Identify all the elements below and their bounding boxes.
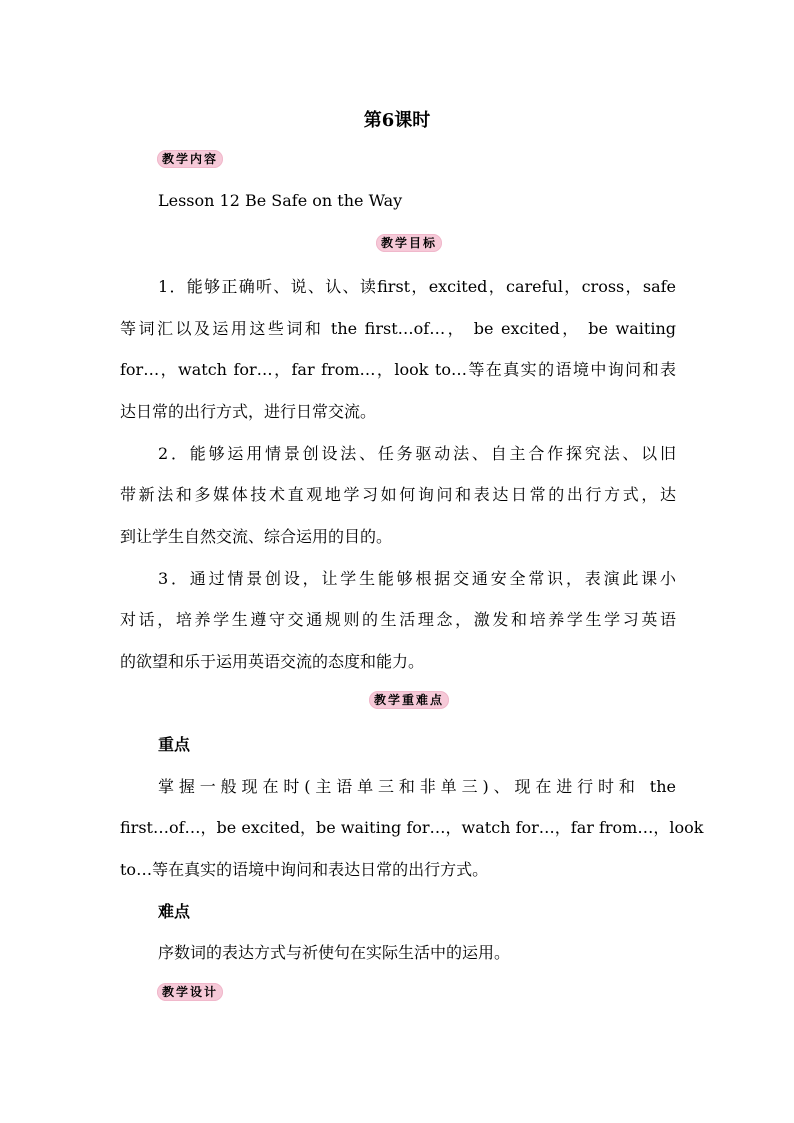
difficult-point-heading: 难点: [158, 902, 191, 921]
goal-2-line-1: 2．能够运用情景创设法、任务驱动法、自主合作探究法、以旧: [158, 444, 676, 463]
difficult-point-line: 序数词的表达方式与祈使句在实际生活中的运用。: [158, 943, 511, 962]
goal-3-line-2: 对话，培养学生遵守交通规则的生活理念，激发和培养学生学习英语: [120, 610, 676, 629]
key-point-line-1: 掌握一般现在时(主语单三和非单三)、现在进行时和 the: [158, 777, 676, 796]
goal-2-line-3: 到让学生自然交流、综合运用的目的。: [120, 527, 393, 546]
goal-1-line-3: for…，watch for…，far from…，look to…等在真实的语境中询问和表: [120, 360, 676, 379]
goal-1-line-1: 1．能够正确听、说、认、读first，excited，careful，cross，safe: [158, 277, 676, 296]
section-badge-design: 教学设计: [157, 983, 223, 1001]
section-badge-content: 教学内容: [157, 150, 223, 168]
goal-2-line-2: 带新法和多媒体技术直观地学习如何询问和表达日常的出行方式，达: [120, 485, 676, 504]
goal-1-line-2: 等词汇以及运用这些词和 the first…of…， be excited， be waiting: [120, 319, 676, 338]
key-point-line-2: first…of…，be excited，be waiting for…，watch for…，far from…，look: [120, 818, 704, 837]
key-point-line-3: to…等在真实的语境中询问和表达日常的出行方式。: [120, 860, 489, 879]
section-badge-goals: 教学目标: [376, 234, 442, 252]
section-badge-keypoints: 教学重难点: [369, 691, 449, 709]
lesson-title: Lesson 12 Be Safe on the Way: [158, 191, 403, 210]
goal-3-line-3: 的欲望和乐于运用英语交流的态度和能力。: [120, 652, 425, 671]
goal-1-line-4: 达日常的出行方式，进行日常交流。: [120, 402, 377, 421]
goal-3-line-1: 3．通过情景创设，让学生能够根据交通安全常识，表演此课小: [158, 569, 676, 588]
key-point-heading: 重点: [158, 735, 191, 754]
page-title: 第6课时: [363, 110, 431, 131]
